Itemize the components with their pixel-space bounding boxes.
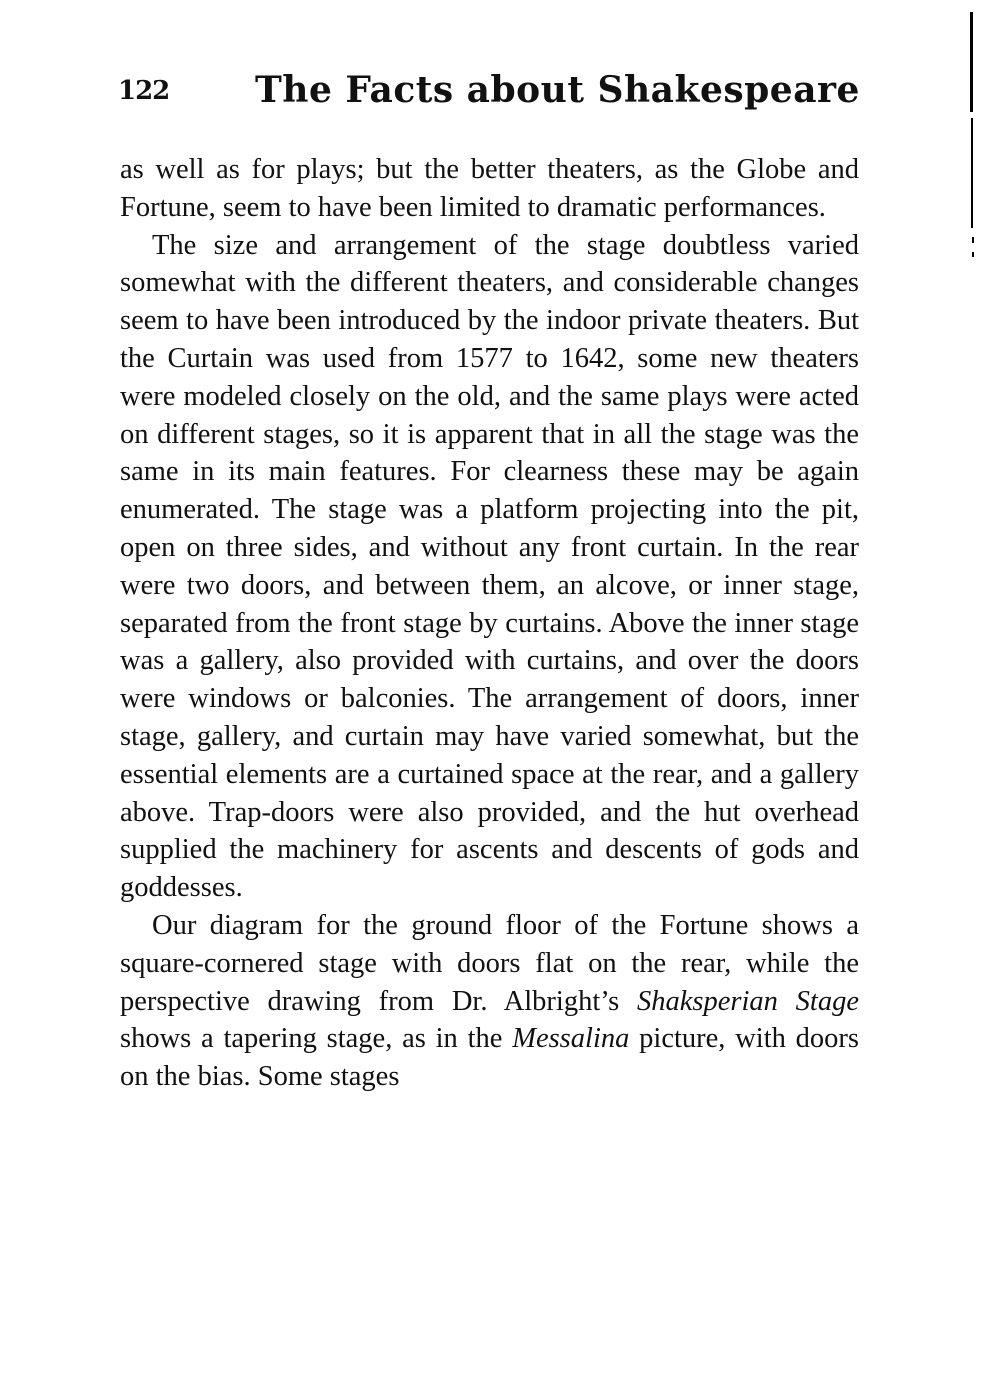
page-number: 122: [118, 76, 170, 106]
scan-edge-tick: [972, 252, 974, 257]
paragraph-3-text-c: picture, with doors on the bias. Some stages: [120, 1023, 859, 1093]
paragraph-3-text-a: Our diagram for the ground floor of the Fortune shows a square-cornered stage with doors flat on the rear, while the perspective drawing from Dr. Albright’s: [120, 909, 859, 1017]
scan-edge-line-upper: [970, 12, 973, 112]
paragraph-3-text-b: shows a tapering stage, as in the: [120, 1023, 513, 1055]
paragraph-1: as well as for plays; but the better theaters, as the Globe and Fortune, seem to have been limited to dramatic performances.: [120, 154, 859, 223]
page-header: [118, 66, 863, 116]
book-title-shaksperian-stage: Shaksperian Stage: [637, 985, 859, 1017]
body-text: [120, 151, 859, 1096]
picture-title-messalina: Messalina: [512, 1023, 630, 1055]
paragraph-3: [120, 907, 859, 1096]
running-head: The Facts about Shakespeare: [255, 69, 860, 111]
scan-edge-tick: [972, 237, 974, 243]
scan-edge-line-lower: [971, 118, 973, 228]
paragraph-2: The size and arrangement of the stage doubtless varied somewhat with the different theaters, and considerable changes seem to have been introduced by the indoor private theaters. But the Curtain was used from 1577 to 1642, some new theaters were modeled closely on the old, and the same plays were acted on different stages, so it is apparent that in all the stage was the same in its main features. For clearness these may be again enumerated. The stage was a platform projecting into the pit, open on three sides, and without any front curtain. In the rear were two doors, and between them, an alcove, or inner stage, separated from the front stage by curtains. Above the inner stage was a gallery, also provided with curtains, and over the doors were windows or balconies. The arrangement of doors, inner stage, gallery, and curtain may have varied somewhat, but the essential elements are a curtained space at the rear, and a gallery above. Trap-doors were also provided, and the hut overhead supplied the machinery for ascents and descents of gods and goddesses.: [120, 229, 859, 904]
